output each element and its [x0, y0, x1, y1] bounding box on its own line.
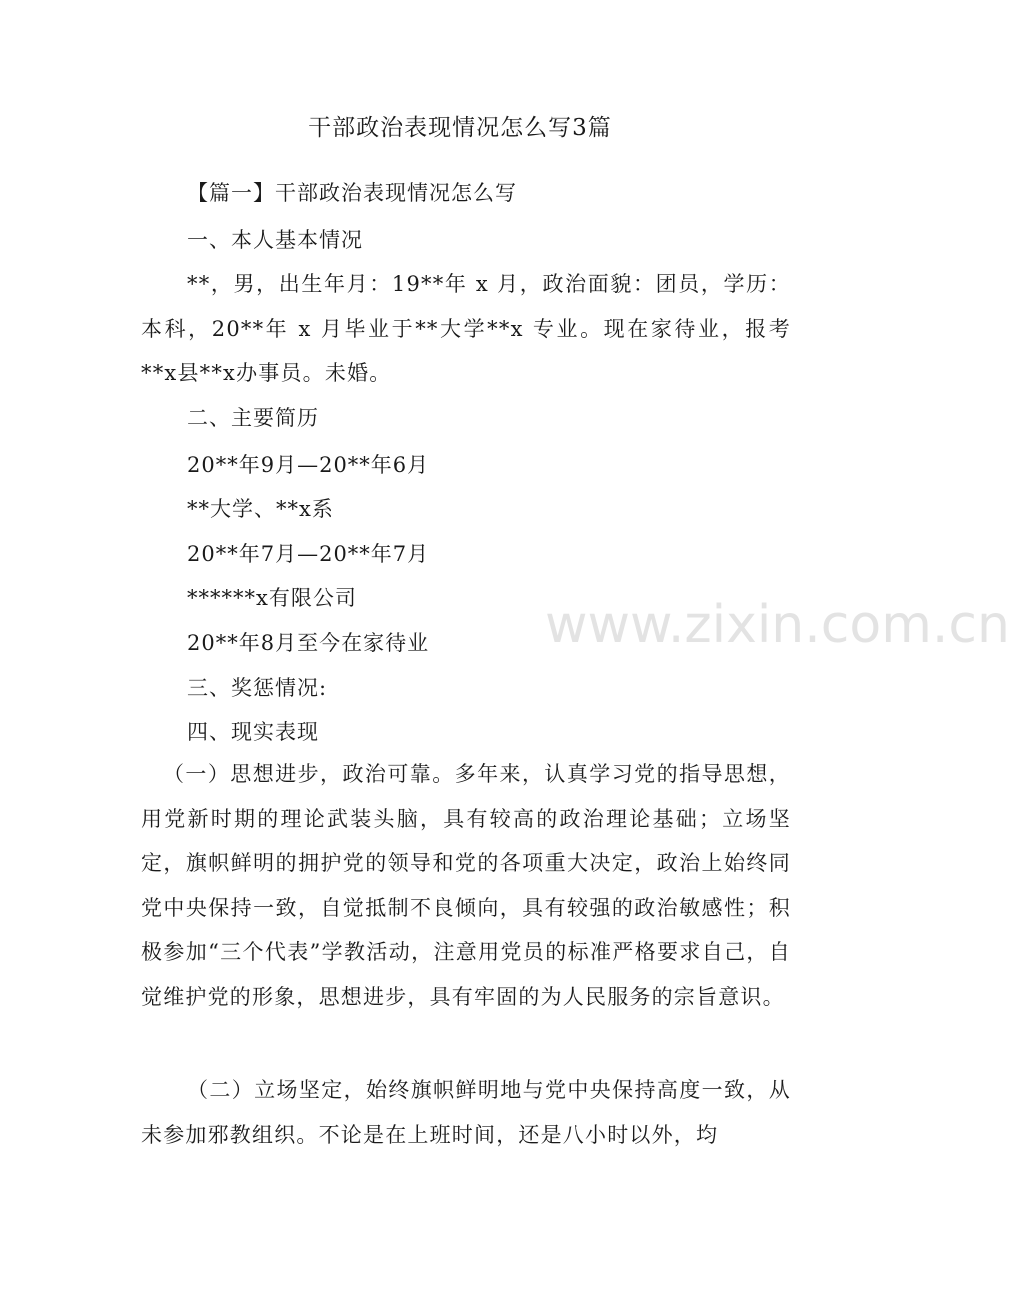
watermark: www.zixin.com.cn	[545, 595, 1010, 655]
resume-line: ******x有限公司	[187, 586, 357, 610]
heading-performance: 四、现实表现	[187, 720, 319, 744]
performance-paragraph-1: （一）思想进步，政治可靠。多年来，认真学习党的指导思想，用党新时期的理论武装头脑，具有较高的政治理论基础；立场坚定，旗帜鲜明的拥护党的领导和党的各项重大决定，政治上始终同党中央保持一致，自觉抵制不良倾向，具有较强的政治敏感性；积极参加“三个代表”学教活动，注意用党员的标准严格要求自己，自觉维护党的形象，思想进步，具有牢固的为人民服务的宗旨意识。	[141, 762, 791, 1009]
resume-line: 20**年9月—20**年6月	[187, 453, 430, 477]
basic-info-paragraph: **，男，出生年月：19**年 x 月，政治面貌：团员，学历：本科，20**年 x 月毕业于**大学**x 专业。现在家待业，报考**x县**x办事员。未婚。	[141, 272, 791, 385]
resume-line: 20**年7月—20**年7月	[187, 542, 430, 566]
resume-line: 20**年8月至今在家待业	[187, 631, 430, 655]
resume-line: **大学、**x系	[187, 497, 334, 521]
performance-paragraph-2: （二）立场坚定，始终旗帜鲜明地与党中央保持高度一致，从未参加邪教组织。不论是在上班时间，还是八小时以外，均	[141, 1078, 791, 1147]
heading-basic-info: 一、本人基本情况	[187, 228, 363, 252]
heading-resume: 二、主要简历	[187, 406, 319, 430]
section-heading: 【篇一】干部政治表现情况怎么写	[187, 181, 517, 205]
document-title: 干部政治表现情况怎么写3篇	[308, 115, 612, 141]
heading-rewards: 三、奖惩情况:	[187, 676, 328, 700]
